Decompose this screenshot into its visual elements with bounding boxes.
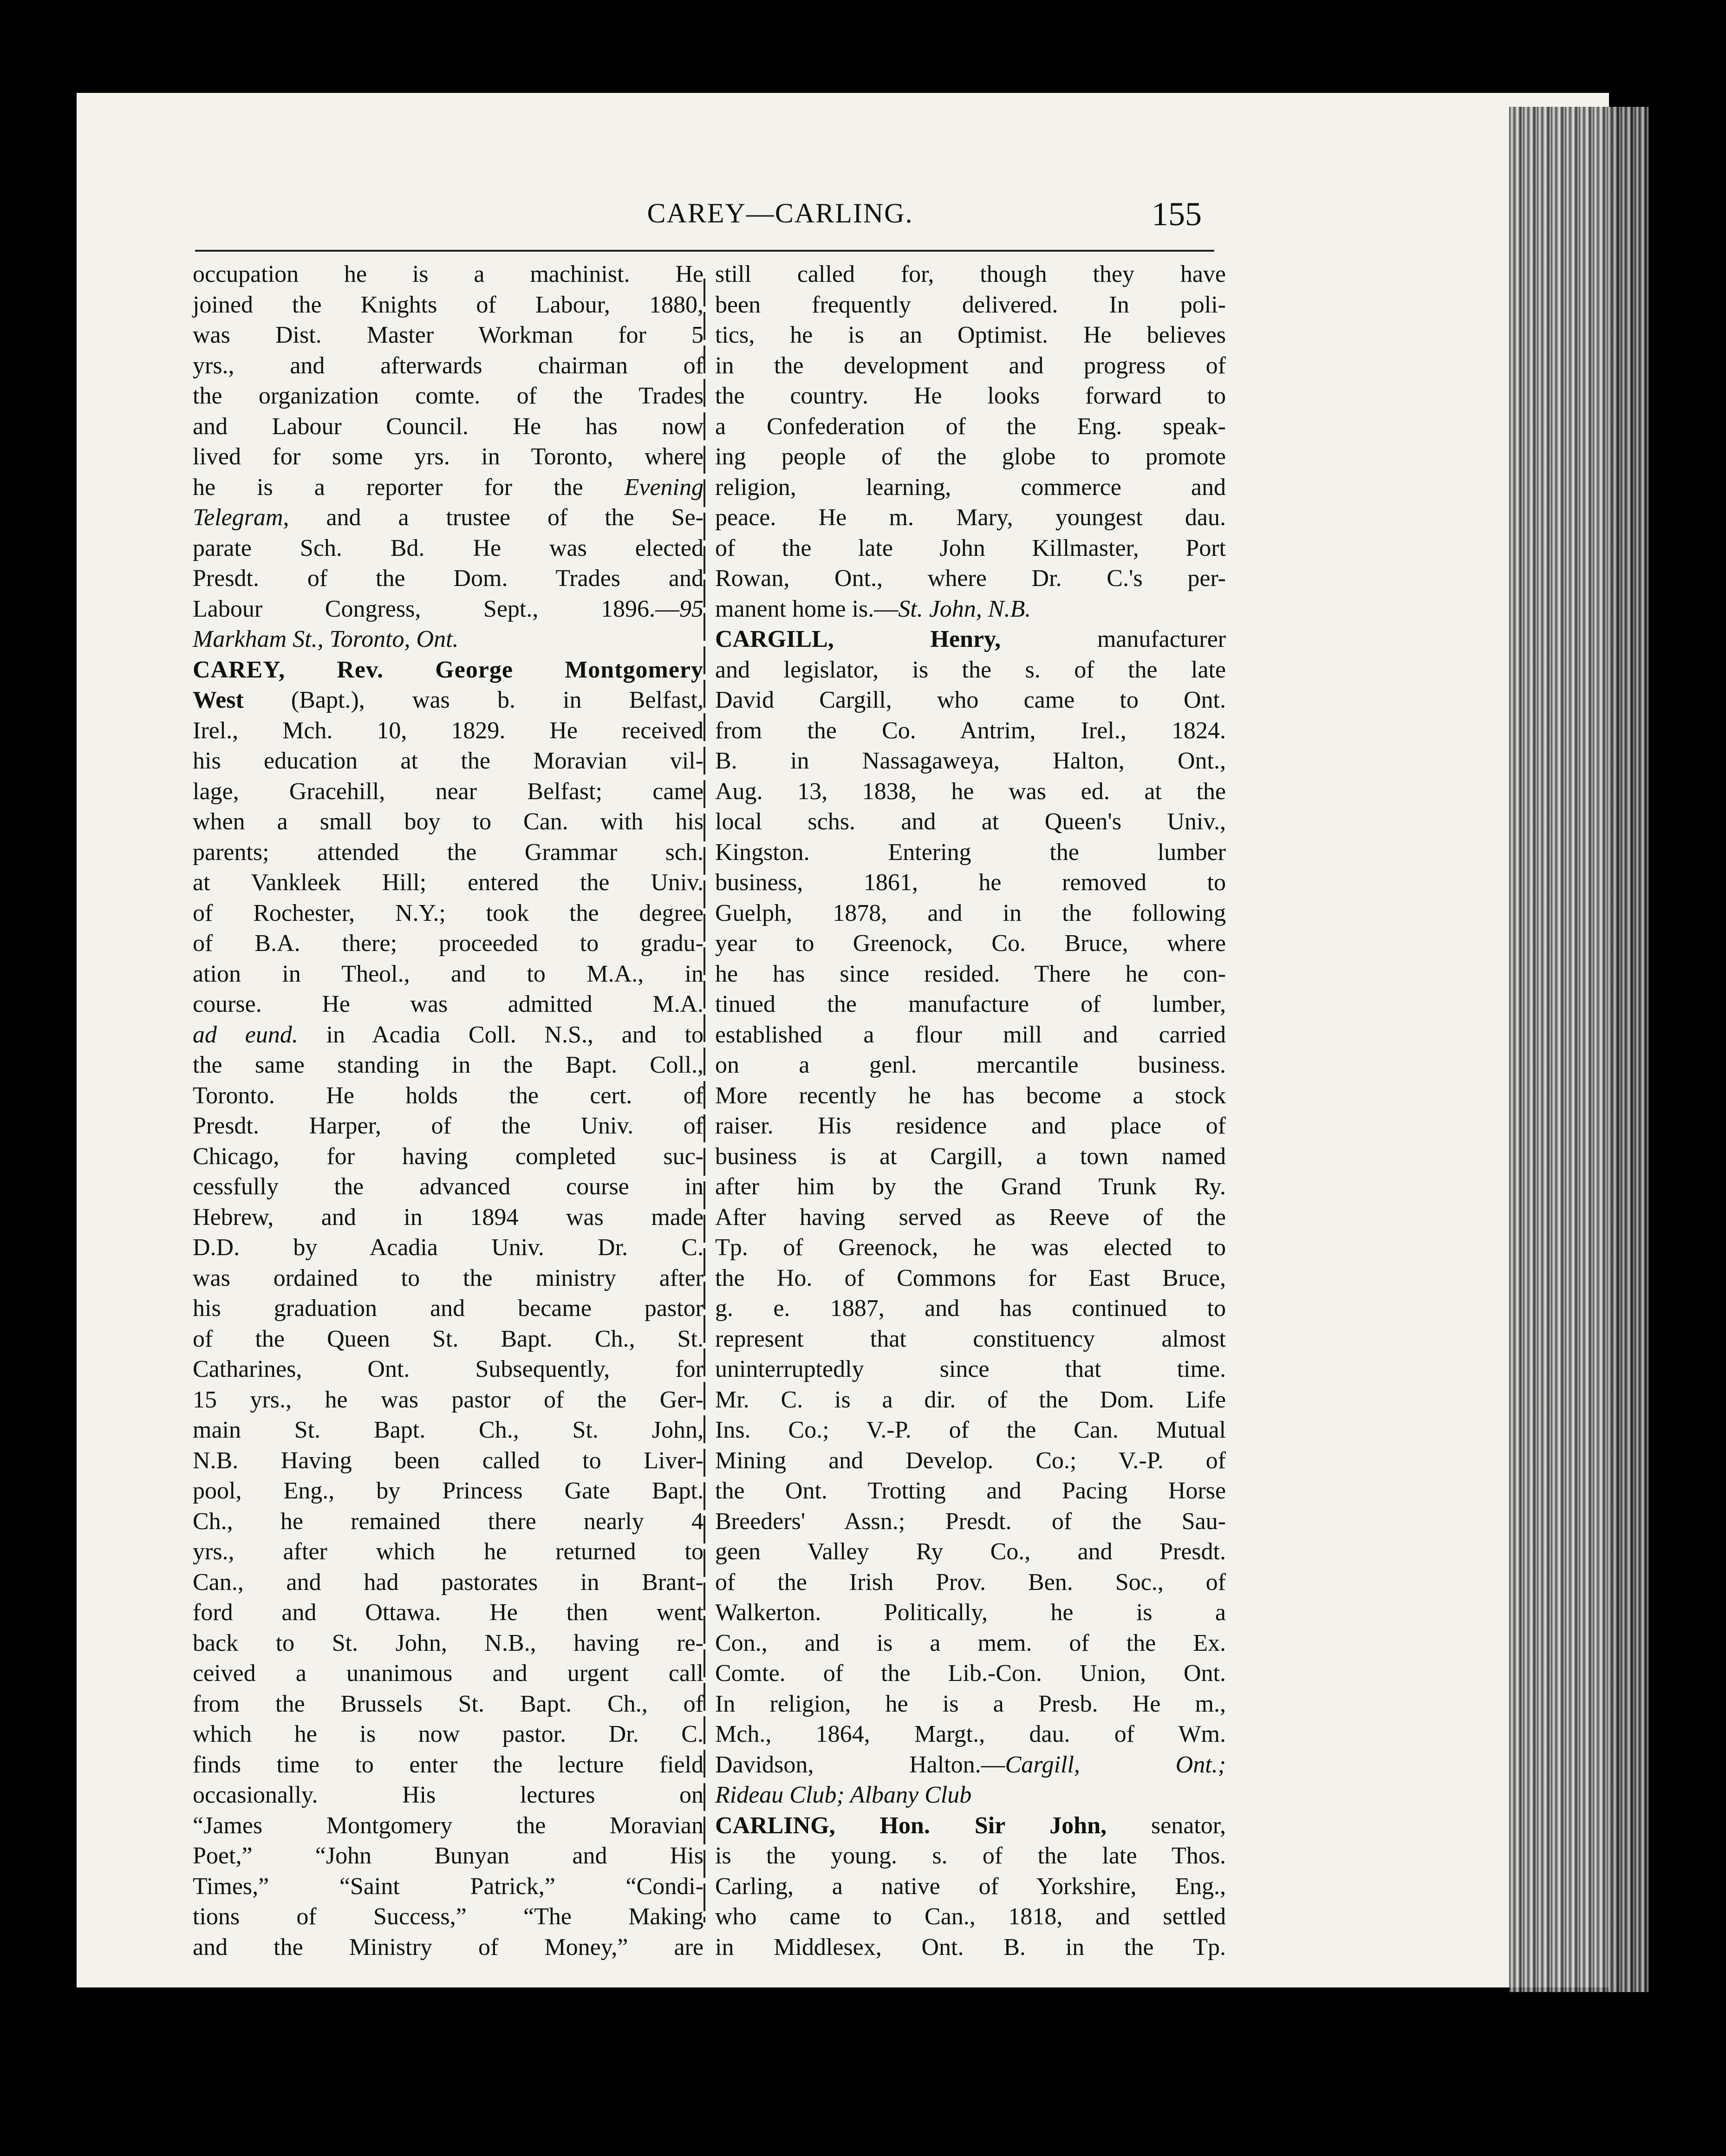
text-line: Ch., he remained there nearly 4 xyxy=(193,1508,703,1535)
entry-heading: CAREY, Rev. George Montgomery xyxy=(193,656,703,683)
text-span: manent home is.— xyxy=(715,595,899,622)
text-line: when a small boy to Can. with his xyxy=(193,808,703,835)
text-line: was Dist. Master Workman for 5 xyxy=(193,322,703,348)
text-line: 15 yrs., he was pastor of the Ger- xyxy=(193,1386,703,1413)
text-line: established a flour mill and carried xyxy=(715,1021,1226,1048)
text-line: Presdt. Harper, of the Univ. of xyxy=(193,1113,703,1139)
text-line: joined the Knights of Labour, 1880, xyxy=(193,291,703,318)
text-line: a Confederation of the Eng. speak- xyxy=(715,413,1226,440)
text-line: Can., and had pastorates in Brant- xyxy=(193,1569,703,1596)
text-line: after him by the Grand Trunk Ry. xyxy=(715,1173,1226,1200)
text-line xyxy=(715,624,1226,655)
text-line: Hebrew, and in 1894 was made xyxy=(193,1204,703,1231)
text-line: Irel., Mch. 10, 1829. He received xyxy=(193,717,703,744)
text-span: Davidson, Halton.— xyxy=(715,1751,1005,1778)
text-line: Comte. of the Lib.-Con. Union, Ont. xyxy=(715,1660,1226,1687)
entry-heading: CARLING, Hon. Sir John, xyxy=(715,1812,1107,1839)
text-line: is the young. s. of the late Thos. xyxy=(715,1843,1226,1869)
text-line: religion, learning, commerce and xyxy=(715,474,1226,501)
text-line: the country. He looks forward to xyxy=(715,383,1226,409)
text-line: tics, he is an Optimist. He believes xyxy=(715,322,1226,348)
text-line: of Rochester, N.Y.; took the degree xyxy=(193,899,703,926)
text-line: ing people of the globe to promote xyxy=(715,443,1226,470)
text-span: senator, xyxy=(1107,1812,1226,1839)
address: Rideau Club; Albany Club xyxy=(715,1782,972,1808)
text-line: cessfully the advanced course in xyxy=(193,1173,703,1200)
text-line: Kingston. Entering the lumber xyxy=(715,839,1226,866)
text-line: Guelph, 1878, and in the following xyxy=(715,899,1226,926)
text-line: Chicago, for having completed suc- xyxy=(193,1143,703,1170)
text-line: Toronto. He holds the cert. of xyxy=(193,1082,703,1109)
address: Cargill, Ont.; xyxy=(1005,1751,1226,1778)
left-column xyxy=(193,259,703,1962)
text-line xyxy=(193,685,703,716)
text-line: Mr. C. is a dir. of the Dom. Life xyxy=(715,1386,1226,1413)
text-line: finds time to enter the lecture field xyxy=(193,1751,703,1778)
text-line: Poet,” “John Bunyan and His xyxy=(193,1843,703,1869)
text-line: he has since resided. There he con- xyxy=(715,960,1226,987)
text-line: the Ont. Trotting and Pacing Horse xyxy=(715,1478,1226,1504)
text-line: on a genl. mercantile business. xyxy=(715,1052,1226,1078)
newspaper-title: Telegram xyxy=(193,504,283,531)
page-number: 155 xyxy=(1152,195,1202,233)
text-line: uninterruptedly since that time. xyxy=(715,1356,1226,1382)
text-line: the Ho. of Commons for East Bruce, xyxy=(715,1264,1226,1291)
text-line: ceived a unanimous and urgent call xyxy=(193,1660,703,1687)
text-line: Mining and Develop. Co.; V.-P. of xyxy=(715,1447,1226,1474)
text-line xyxy=(193,472,703,503)
text-line: Catharines, Ont. Subsequently, for xyxy=(193,1356,703,1382)
header-rule xyxy=(195,250,1214,252)
text-line: Ins. Co.; V.-P. of the Can. Mutual xyxy=(715,1417,1226,1443)
text-line: in Middlesex, Ont. B. in the Tp. xyxy=(715,1934,1226,1961)
text-line: occupation he is a machinist. He xyxy=(193,261,703,287)
text-line: business, 1861, he removed to xyxy=(715,869,1226,896)
column-divider xyxy=(703,279,705,1922)
text-line: Presdt. of the Dom. Trades and xyxy=(193,565,703,592)
text-line: main St. Bapt. Ch., St. John, xyxy=(193,1417,703,1443)
text-line: at Vankleek Hill; entered the Univ. xyxy=(193,869,703,896)
text-line: yrs., after which he returned to xyxy=(193,1538,703,1565)
text-line: Breeders' Assn.; Presdt. of the Sau- xyxy=(715,1508,1226,1535)
text-line: lage, Gracehill, near Belfast; came xyxy=(193,778,703,805)
text-line: yrs., and afterwards chairman of xyxy=(193,352,703,379)
text-line: Con., and is a mem. of the Ex. xyxy=(715,1629,1226,1656)
text-line xyxy=(193,594,703,625)
entry-heading: CARGILL, Henry, xyxy=(715,626,1001,652)
text-line: Carling, a native of Yorkshire, Eng., xyxy=(715,1873,1226,1900)
text-line: tinued the manufacture of lumber, xyxy=(715,991,1226,1017)
text-line: was ordained to the ministry after xyxy=(193,1264,703,1291)
page-edges xyxy=(1509,107,1648,1992)
address: Markham St., Toronto, Ont. xyxy=(193,626,459,652)
text-line: and Labour Council. He has now xyxy=(193,413,703,440)
text-line: Times,” “Saint Patrick,” “Condi- xyxy=(193,1873,703,1900)
latin-phrase: ad eund. xyxy=(193,1021,298,1048)
text-line: Walkerton. Politically, he is a xyxy=(715,1599,1226,1626)
newspaper-title: Evening xyxy=(624,474,703,501)
text-span: , and a trustee of the Se- xyxy=(283,504,703,531)
text-line: of the Queen St. Bapt. Ch., St. xyxy=(193,1325,703,1352)
text-line: D.D. by Acadia Univ. Dr. C. xyxy=(193,1234,703,1261)
text-line: local schs. and at Queen's Univ., xyxy=(715,808,1226,835)
text-span: manufacturer xyxy=(1001,626,1226,652)
text-line: in the development and progress of xyxy=(715,352,1226,379)
text-line: his graduation and became pastor xyxy=(193,1295,703,1322)
text-line: After having served as Reeve of the xyxy=(715,1204,1226,1231)
text-line: N.B. Having been called to Liver- xyxy=(193,1447,703,1474)
text-line: peace. He m. Mary, youngest dau. xyxy=(715,504,1226,531)
address: St. John, N.B. xyxy=(898,595,1031,622)
text-line: of the late John Killmaster, Port xyxy=(715,534,1226,561)
text-span: Labour Congress, Sept., 1896.— xyxy=(193,595,679,622)
text-line: the organization comte. of the Trades xyxy=(193,383,703,409)
text-line: ation in Theol., and to M.A., in xyxy=(193,960,703,987)
text-line: his education at the Moravian vil- xyxy=(193,748,703,774)
text-line: tions of Success,” “The Making xyxy=(193,1903,703,1930)
text-span: in Acadia Coll. N.S., and to xyxy=(298,1021,703,1048)
text-span: (Bapt.), was b. in Belfast, xyxy=(243,687,703,713)
text-line: lived for some yrs. in Toronto, where xyxy=(193,443,703,470)
text-line: parents; attended the Grammar sch. xyxy=(193,839,703,866)
right-column xyxy=(715,259,1226,1962)
text-line: course. He was admitted M.A. xyxy=(193,991,703,1017)
text-line: parate Sch. Bd. He was elected xyxy=(193,534,703,561)
text-line: ford and Ottawa. He then went xyxy=(193,1599,703,1626)
text-line xyxy=(193,1020,703,1050)
text-line: back to St. John, N.B., having re- xyxy=(193,1629,703,1656)
text-line: pool, Eng., by Princess Gate Bapt. xyxy=(193,1478,703,1504)
text-line: “James Montgomery the Moravian xyxy=(193,1812,703,1839)
text-line: David Cargill, who came to Ont. xyxy=(715,687,1226,713)
text-line: Aug. 13, 1838, he was ed. at the xyxy=(715,778,1226,805)
text-line: geen Valley Ry Co., and Presdt. xyxy=(715,1538,1226,1565)
text-line: year to Greenock, Co. Bruce, where xyxy=(715,930,1226,957)
text-line: Tp. of Greenock, he was elected to xyxy=(715,1234,1226,1261)
text-line: of the Irish Prov. Ben. Soc., of xyxy=(715,1569,1226,1596)
text-line xyxy=(715,1750,1226,1780)
text-line: More recently he has become a stock xyxy=(715,1082,1226,1109)
text-line xyxy=(193,502,703,533)
text-line xyxy=(715,1811,1226,1841)
address: 95 xyxy=(679,595,703,622)
running-title: CAREY—CARLING. xyxy=(647,198,913,228)
text-line: represent that constituency almost xyxy=(715,1325,1226,1352)
text-line: g. e. 1887, and has continued to xyxy=(715,1295,1226,1322)
text-line: the same standing in the Bapt. Coll., xyxy=(193,1052,703,1078)
text-line: who came to Can., 1818, and settled xyxy=(715,1903,1226,1930)
text-line: been frequently delivered. In poli- xyxy=(715,291,1226,318)
text-line: Mch., 1864, Margt., dau. of Wm. xyxy=(715,1721,1226,1747)
text-line: B. in Nassagaweya, Halton, Ont., xyxy=(715,748,1226,774)
text-line: still called for, though they have xyxy=(715,261,1226,287)
text-line: Rowan, Ont., where Dr. C.'s per- xyxy=(715,565,1226,592)
text-span: he is a reporter for the xyxy=(193,474,625,501)
text-line: In religion, he is a Presb. He m., xyxy=(715,1690,1226,1717)
text-line: and legislator, is the s. of the late xyxy=(715,656,1226,683)
text-line: from the Co. Antrim, Irel., 1824. xyxy=(715,717,1226,744)
text-line: from the Brussels St. Bapt. Ch., of xyxy=(193,1690,703,1717)
text-line: which he is now pastor. Dr. C. xyxy=(193,1721,703,1747)
text-line xyxy=(715,594,1226,625)
text-line: raiser. His residence and place of xyxy=(715,1113,1226,1139)
text-line: business is at Cargill, a town named xyxy=(715,1143,1226,1170)
text-line: of B.A. there; proceeded to gradu- xyxy=(193,930,703,957)
entry-heading: West xyxy=(193,687,244,713)
text-line: and the Ministry of Money,” are xyxy=(193,1934,703,1961)
text-line: occasionally. His lectures on xyxy=(193,1782,703,1808)
